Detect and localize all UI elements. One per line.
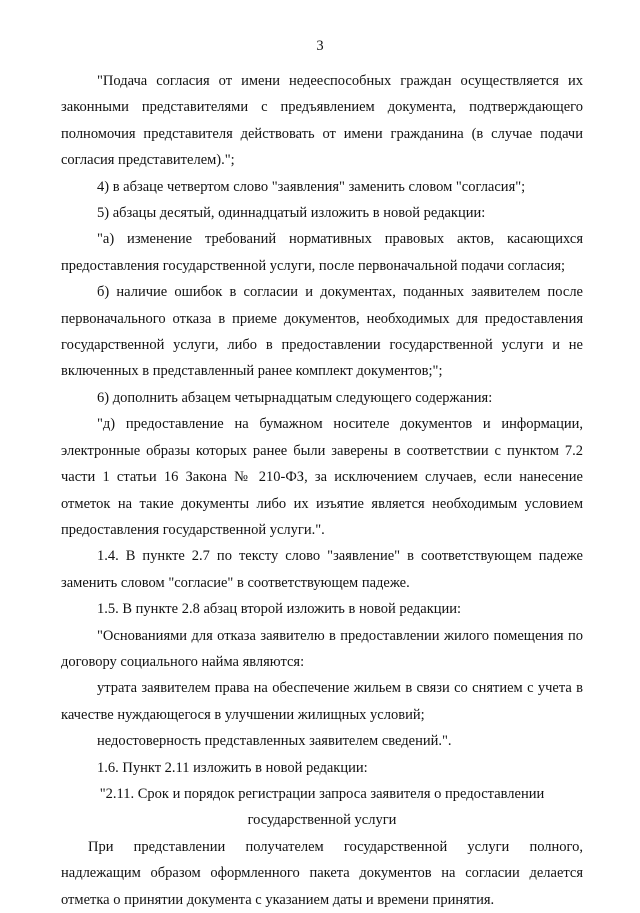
paragraph-subitem-d: "д) предоставление на бумажном носителе документов и информации, электронные образы которых ранее были заверены в соответствии с пунктом 7.2 части 1 статьи 16 Закона № 210-ФЗ, за исключением случаев, если нанесение отметок на такие документы либо их изъятие является необходимым условием предоставления государственной услуги.". xyxy=(61,416,583,538)
document-body xyxy=(61,68,583,913)
paragraph-subitem-b: б) наличие ошибок в согласии и документах, поданных заявителем после первоначального отказа в приеме документов, необходимых для предоставления государственной услуги, либо в предоставлении государственной услуги и не включенных в представленный ранее комплект документов;"; xyxy=(61,284,583,380)
page-number: 3 xyxy=(316,38,324,54)
section-heading-line-1: "2.11. Срок и порядок регистрации запроса заявителя о предоставлении xyxy=(99,785,545,802)
paragraph-clause-1-6: 1.6. Пункт 2.11 изложить в новой редакции: xyxy=(97,759,368,776)
paragraph-registration: При представлении получателем государственной услуги полного, надлежащим образом оформленного пакета документов на согласии делается отметка о принятии документа с указанием даты и времени принятия. xyxy=(61,838,583,908)
paragraph-item-6: 6) дополнить абзацем четырнадцатым следующего содержания: xyxy=(97,389,493,406)
paragraph-subitem-a: "а) изменение требований нормативных правовых актов, касающихся предоставления государственной услуги, после первоначальной подачи согласия; xyxy=(61,231,583,274)
paragraph-consent-representatives: "Подача согласия от имени недееспособных граждан осуществляется их законными представителями с предъявлением документа, подтверждающего полномочия представителя действовать от имени гражданина (в случае подачи согласия представителем)."; xyxy=(61,73,583,169)
paragraph-item-5: 5) абзацы десятый, одиннадцатый изложить в новой редакции: xyxy=(97,205,486,222)
paragraph-clause-1-5: 1.5. В пункте 2.8 абзац второй изложить в новой редакции: xyxy=(97,601,462,618)
paragraph-clause-1-4: 1.4. В пункте 2.7 по тексту слово "заявление" в соответствующем падеже заменить словом "согласие" в соответствующем падеже. xyxy=(61,548,583,591)
paragraph-false-information: недостоверность представленных заявителем сведений.". xyxy=(97,733,452,750)
paragraph-loss-of-right: утрата заявителем права на обеспечение жильем в связи со снятием с учета в качестве нуждающегося в улучшении жилищных условий; xyxy=(61,680,583,723)
paragraph-item-4: 4) в абзаце четвертом слово "заявления" заменить словом "согласия"; xyxy=(97,178,526,195)
paragraph-refusal-grounds: "Основаниями для отказа заявителю в предоставлении жилого помещения по договору социального найма являются: xyxy=(61,627,583,670)
section-heading-line-2: государственной услуги xyxy=(247,812,397,829)
